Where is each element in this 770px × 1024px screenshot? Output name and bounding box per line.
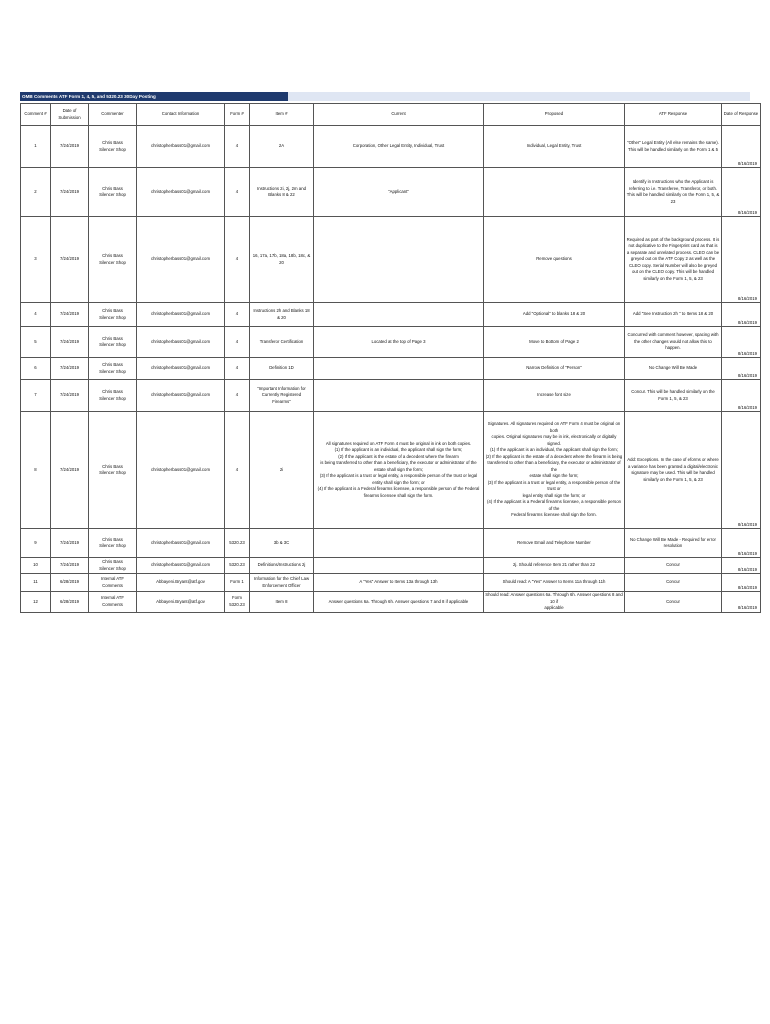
cell-form-number: 5320.23 (225, 529, 250, 558)
table-row (21, 412, 761, 529)
cell-form-number: 4 (225, 126, 250, 168)
cell-item-number: 2A (250, 126, 314, 168)
cell-contact-email: christopherbass01@gmail.com (137, 412, 225, 529)
col-header-contact-information: Contact Information (137, 104, 225, 126)
cell-contact-email: Abbayeni.Bryant@atf.gov (137, 574, 225, 592)
table-row (21, 303, 761, 327)
cell-submission-date: 6/28/2019 (51, 574, 89, 592)
cell-submission-date: 7/24/2019 (51, 217, 89, 303)
col-header-comment-number: Comment # (21, 104, 51, 126)
cell-proposed-text: Remove questions (484, 217, 625, 303)
cell-item-number: 16, 17a, 17b, 18a, 18b, 18c, & 20 (250, 217, 314, 303)
cell-atf-response: "Other" Legal Entity (All else remains the same). This will be handled similarly on the Form 1 & 5 (625, 126, 722, 168)
cell-response-date: 8/16/2019 (722, 327, 761, 358)
cell-atf-response: Identify in Instructions who the Applicant is referring to i.e. Transferee, Transferor, or both. This will be handled similarly on the Form 1, 5, & 23 (625, 168, 722, 217)
cell-proposed-text (484, 168, 625, 217)
cell-current-text (314, 303, 484, 327)
cell-response-date: 8/16/2019 (722, 592, 761, 613)
cell-response-date: 8/16/2019 (722, 574, 761, 592)
cell-atf-response: Required as part of the background process. It is not duplicative to the Fingerprint card as that is a separate and unrelated process. CLEO can be greyed out on the ATF Copy 2 as well as the CLEO copy. Serial Number will also be greyed out on the CLEO copy. This will be handled similarly on the Form 1, 5, & 23 (625, 217, 722, 303)
cell-current-text (314, 380, 484, 412)
col-header-date-of-submission: Date of Submission (51, 104, 89, 126)
cell-response-date: 8/16/2019 (722, 380, 761, 412)
cell-submission-date: 7/24/2019 (51, 558, 89, 574)
cell-current-text: Answer questions 6a. Through 6h. Answer questions 7 and 8 if applicable (314, 592, 484, 613)
cell-item-number: 3b & 3C (250, 529, 314, 558)
cell-contact-email: christopherbass01@gmail.com (137, 303, 225, 327)
cell-response-date: 8/16/2019 (722, 558, 761, 574)
comments-table (20, 103, 761, 613)
cell-proposed-text: Remove Email and Telephone Number (484, 529, 625, 558)
col-header-commenter: Commenter (89, 104, 137, 126)
cell-commenter: Chris Bass Silencer Shop (89, 529, 137, 558)
cell-submission-date: 7/24/2019 (51, 168, 89, 217)
cell-proposed-text: Individual, Legal Entity, Trust (484, 126, 625, 168)
cell-item-number: Instructions 2i, 2j, 2m and Blanks 8 & 22 (250, 168, 314, 217)
col-header-date-of-response: Date of Response (722, 104, 761, 126)
col-header-current: Current (314, 104, 484, 126)
cell-response-date: 8/16/2019 (722, 358, 761, 380)
cell-commenter: Chris Bass Silencer Shop (89, 303, 137, 327)
cell-form-number: Form 5320.23 (225, 592, 250, 613)
cell-response-date: 8/16/2019 (722, 412, 761, 529)
cell-item-number: Definition 1D (250, 358, 314, 380)
cell-form-number: 4 (225, 380, 250, 412)
cell-contact-email: christopherbass01@gmail.com (137, 558, 225, 574)
cell-submission-date: 7/24/2019 (51, 126, 89, 168)
cell-response-date: 8/16/2019 (722, 303, 761, 327)
cell-proposed-text: 2j. Should reference Item 21 rather than 22 (484, 558, 625, 574)
cell-form-number: Form 1 (225, 574, 250, 592)
cell-commenter: Chris Bass Silencer Shop (89, 380, 137, 412)
cell-submission-date: 7/24/2019 (51, 327, 89, 358)
cell-submission-date: 7/24/2019 (51, 358, 89, 380)
cell-item-number: Instructions 2h and Blanks 18 & 20 (250, 303, 314, 327)
cell-proposed-text: Should read: A "Yes" Answer to Items 11a through 11h (484, 574, 625, 592)
cell-current-text: Located at the top of Page 3 (314, 327, 484, 358)
cell-contact-email: christopherbass01@gmail.com (137, 327, 225, 358)
cell-atf-response: Concur (625, 592, 722, 613)
cell-atf-response: No Change Will Be Made (625, 358, 722, 380)
cell-atf-response: Add: Exceptions. In the case of eforms or where a variance has been granted a digital/electronic signature may be used. This will be handled similarly on the Form 1, 5, & 23 (625, 412, 722, 529)
cell-proposed-text: Should read: Answer questions 6a. Through 6h. Answer questions 8 and 10 if applicable (485, 592, 623, 610)
cell-comment-number: 8 (21, 412, 51, 529)
cell-form-number: 4 (225, 303, 250, 327)
title-band (288, 92, 750, 101)
cell-form-number: 4 (225, 168, 250, 217)
cell-response-date: 8/16/2019 (722, 217, 761, 303)
cell-contact-email: christopherbass01@gmail.com (137, 529, 225, 558)
table-row (21, 529, 761, 558)
table-row (21, 217, 761, 303)
table-row (21, 558, 761, 574)
cell-submission-date: 7/24/2019 (51, 529, 89, 558)
cell-response-date: 8/16/2019 (722, 126, 761, 168)
cell-item-number: "Important Information for Currently Registered Firearms" (250, 380, 314, 412)
cell-item-number: Transferor Certification (250, 327, 314, 358)
cell-contact-email: christopherbass01@gmail.com (137, 217, 225, 303)
cell-proposed-text: Narrow Definition of "Person" (484, 358, 625, 380)
cell-atf-response: Add "See Instruction 2h " to Items 18 & 20 (625, 303, 722, 327)
cell-submission-date: 7/24/2019 (51, 412, 89, 529)
cell-proposed-text: Add "Optional" to blanks 18 & 20 (484, 303, 625, 327)
cell-form-number: 5320.23 (225, 558, 250, 574)
cell-atf-response: Concurred with comment however, spacing with the other changes would not allow this to happen. (625, 327, 722, 358)
col-header-item-number: Item # (250, 104, 314, 126)
cell-item-number: Definitions/Instructions 2j (250, 558, 314, 574)
cell-proposed-text: Move to Bottom of Page 2 (484, 327, 625, 358)
cell-atf-response: Concur. This will be handled similarly on the Form 1, 5, & 23 (625, 380, 722, 412)
cell-submission-date: 7/24/2019 (51, 380, 89, 412)
cell-commenter: Chris Bass Silencer Shop (89, 168, 137, 217)
col-header-form-number: Form # (225, 104, 250, 126)
cell-current-text: All signatures required on ATF Form 4 must be original in ink on both copies. (1) If the applicant is an individual, the applicant shall sign the form; (2) If the applicant is the estate of a decedent where the firearm is being transferred to other than a beneficiary, the executor or administrator of the estate shall sign the form; (3) If the applicant is a trust or legal entity, a responsible person of the trust or legal entity shall sign the form; or (4) If the applicant is a Federal firearms licensee, a responsible person of the Federal firearms licensee shall sign the form. (314, 412, 484, 529)
cell-current-text: A "Yes" Answer to Items 13a through 13h (314, 574, 484, 592)
cell-commenter: Chris Bass Silencer Shop (89, 358, 137, 380)
cell-atf-response: Concur (625, 574, 722, 592)
cell-commenter: Chris Bass Silencer Shop (89, 327, 137, 358)
col-header-atf-response: ATF Response (625, 104, 722, 126)
cell-comment-number: 3 (21, 217, 51, 303)
cell-comment-number: 4 (21, 303, 51, 327)
cell-form-number: 4 (225, 358, 250, 380)
header-row (21, 104, 761, 126)
col-header-proposed: Proposed (484, 104, 625, 126)
table-row (21, 327, 761, 358)
table-row (21, 574, 761, 592)
cell-comment-number: 10 (21, 558, 51, 574)
cell-contact-email: Abbayeni.Bryant@atf.gov (137, 592, 225, 613)
cell-submission-date: 7/24/2019 (51, 303, 89, 327)
cell-atf-response: Concur (625, 558, 722, 574)
cell-response-date: 8/16/2019 (722, 529, 761, 558)
cell-commenter: Internal ATF Comments (89, 574, 137, 592)
cell-form-number: 4 (225, 217, 250, 303)
cell-comment-number: 5 (21, 327, 51, 358)
cell-response-date: 8/16/2019 (722, 168, 761, 217)
table-row (21, 358, 761, 380)
cell-item-number: 2i (250, 412, 314, 529)
cell-item-number: Item 8 (250, 592, 314, 613)
cell-current-text (314, 358, 484, 380)
cell-comment-number: 11 (21, 574, 51, 592)
cell-comment-number: 6 (21, 358, 51, 380)
cell-commenter: Chris Bass Silencer Shop (89, 217, 137, 303)
cell-contact-email: christopherbass01@gmail.com (137, 358, 225, 380)
cell-commenter: Internal ATF Comments (89, 592, 137, 613)
cell-contact-email: christopherbass01@gmail.com (137, 126, 225, 168)
table-row (21, 380, 761, 412)
cell-atf-response: No Change Will Be Made - Required for error resolution (625, 529, 722, 558)
cell-current-text (314, 217, 484, 303)
cell-submission-date: 6/28/2019 (51, 592, 89, 613)
cell-comment-number: 12 (21, 592, 51, 613)
cell-commenter: Chris Bass Silencer Shop (89, 412, 137, 529)
cell-current-text (314, 558, 484, 574)
cell-comment-number: 2 (21, 168, 51, 217)
cell-current-text: Corporation, Other Legal Entity, Individual, Trust (314, 126, 484, 168)
table-row (21, 126, 761, 168)
cell-contact-email: christopherbass01@gmail.com (137, 380, 225, 412)
cell-item-number: Information for the Chief Law Enforcement Officer (250, 574, 314, 592)
cell-current-text (314, 529, 484, 558)
table-row (21, 592, 761, 613)
cell-commenter: Chris Bass Silencer Shop (89, 558, 137, 574)
cell-proposed-text: Signatures. All signatures required on ATF Form 4 must be original on both copies. Original signatures may be in ink, electronically or digitally signed. (1) If the applicant is an individual, the applicant shall sign the form; (2) If the applicant is the estate of a decedent where the firearm is being transferred to other than a beneficiary, the executor or administrator of the estate shall sign the form; (3) If the applicant is a trust or legal entity, a responsible person of the trust or legal entity shall sign the form; or (4) If the applicant is a Federal firearms licensee, a responsible person of the Federal firearms licensee shall sign the form. (484, 412, 625, 529)
cell-form-number: 4 (225, 412, 250, 529)
table-row (21, 168, 761, 217)
cell-comment-number: 7 (21, 380, 51, 412)
cell-comment-number: 9 (21, 529, 51, 558)
cell-current-text: "Applicant" (314, 168, 484, 217)
cell-commenter: Chris Bass Silencer Shop (89, 126, 137, 168)
cell-proposed-text: Increase font size (484, 380, 625, 412)
cell-contact-email: christopherbass01@gmail.com (137, 168, 225, 217)
cell-comment-number: 1 (21, 126, 51, 168)
sheet-title: OMB Comments ATF Form 1, 4, 5, and 5320.23 30Day Posting (20, 92, 288, 101)
cell-form-number: 4 (225, 327, 250, 358)
